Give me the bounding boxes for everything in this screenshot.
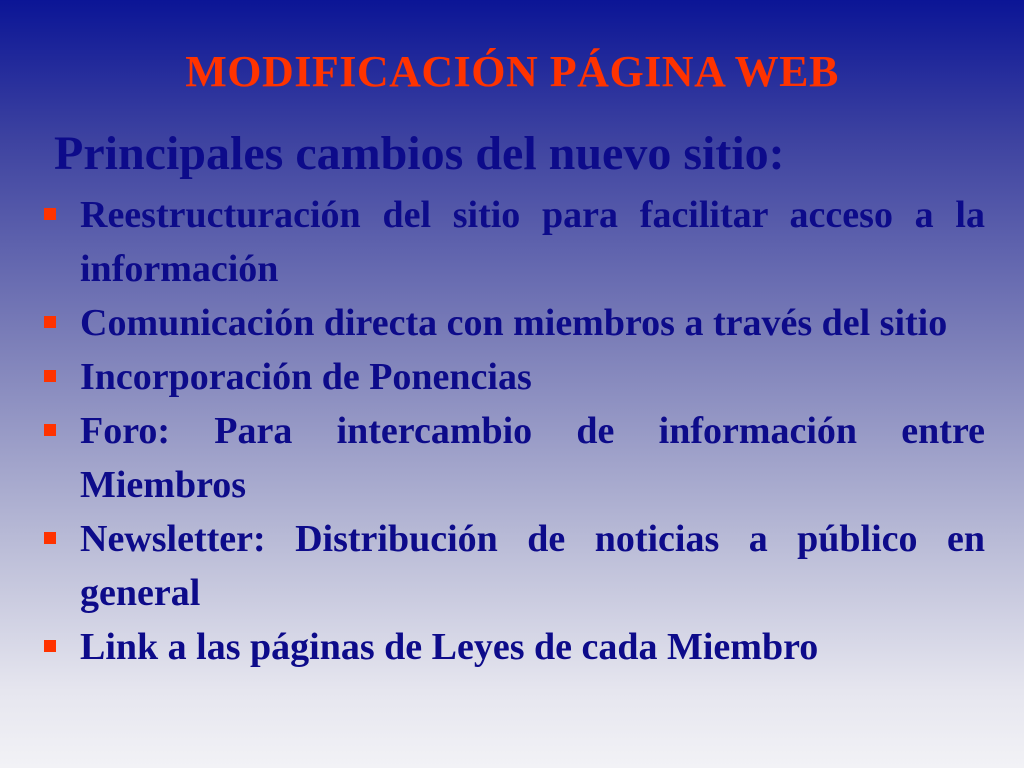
square-bullet-icon xyxy=(44,370,56,382)
slide-subtitle: Principales cambios del nuevo sitio: xyxy=(54,127,785,180)
bullet-item-newsletter xyxy=(80,512,985,620)
bullet-text: Link a las páginas de Leyes de cada Miembro xyxy=(80,626,819,668)
bullet-item-communication xyxy=(80,296,985,350)
slide-title: MODIFICACIÓN PÁGINA WEB xyxy=(185,47,839,96)
bullet-text: Incorporación de Ponencias xyxy=(80,356,532,398)
bullet-text: Reestructuración del sitio para facilitar acceso a la información xyxy=(80,194,985,290)
bullet-item-forum xyxy=(80,404,985,512)
bullet-item-restructuring xyxy=(80,188,985,296)
square-bullet-icon xyxy=(44,640,56,652)
bullet-item-papers xyxy=(80,350,985,404)
bullet-text: Foro: Para intercambio de información entre Miembros xyxy=(80,410,985,506)
bullet-list xyxy=(0,188,1024,674)
square-bullet-icon xyxy=(44,532,56,544)
bullet-text: Newsletter: Distribución de noticias a público en general xyxy=(80,518,985,614)
bullet-item-laws-link xyxy=(80,620,985,674)
square-bullet-icon xyxy=(44,208,56,220)
square-bullet-icon xyxy=(44,424,56,436)
square-bullet-icon xyxy=(44,316,56,328)
bullet-text: Comunicación directa con miembros a través del sitio xyxy=(80,302,948,344)
